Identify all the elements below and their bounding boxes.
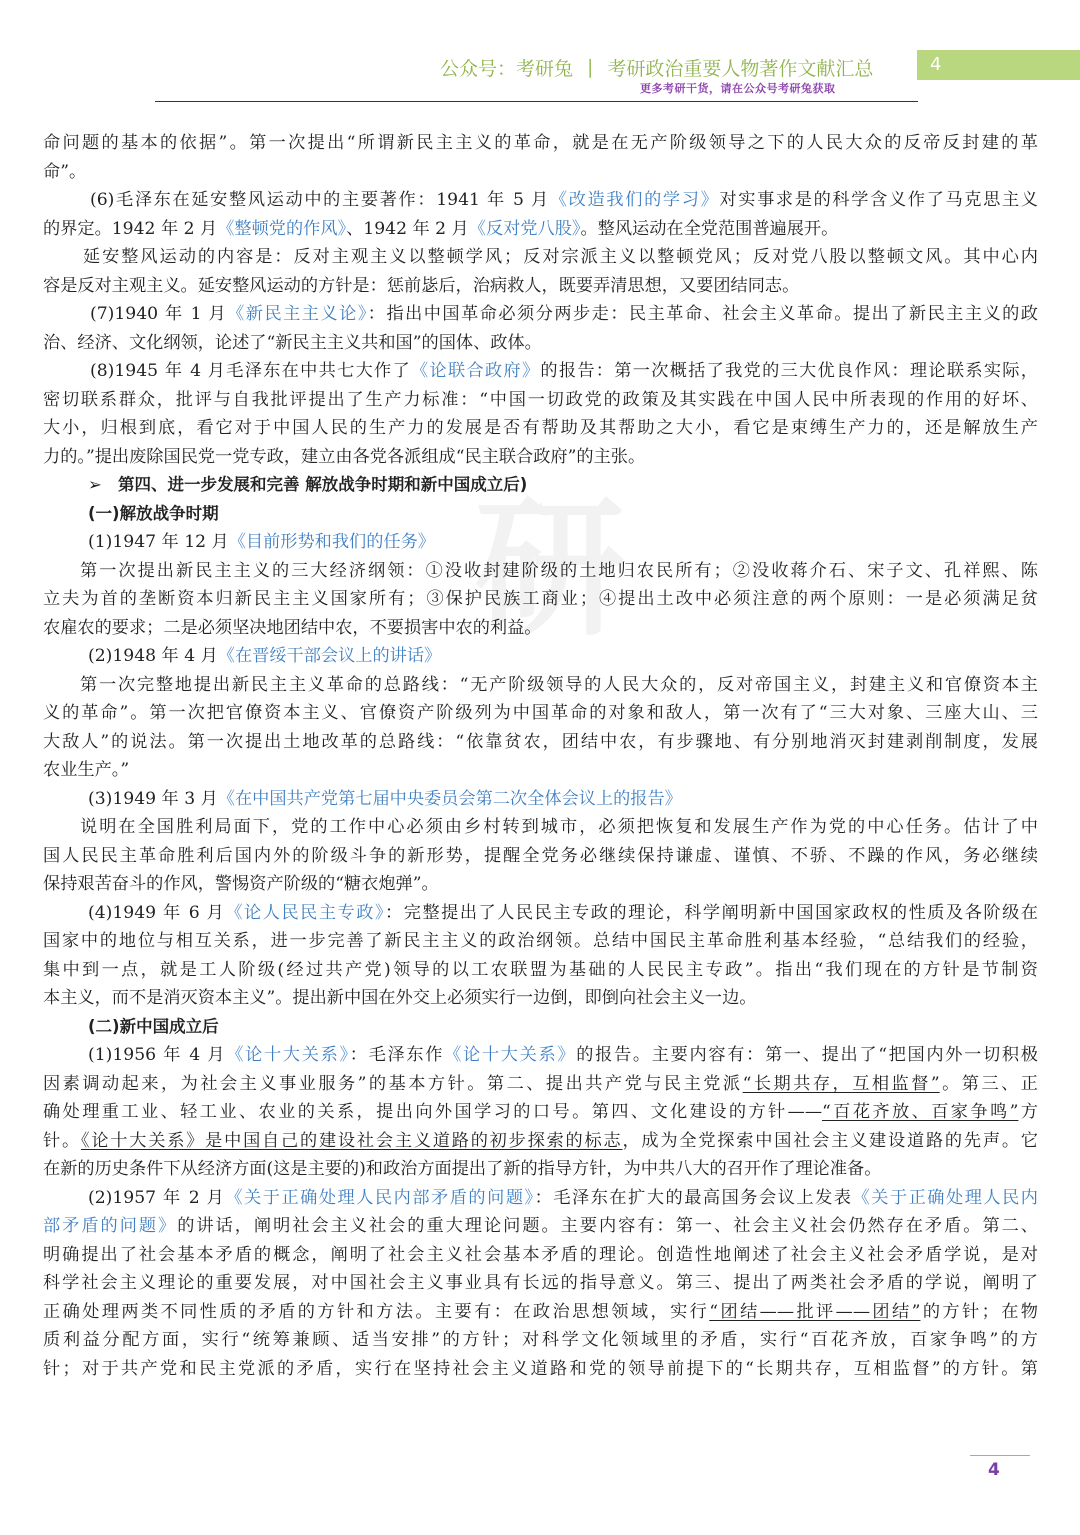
text-line: 农雇农的要求；二是必须坚决地团结中农，不要损害中农的利益。 <box>43 617 542 638</box>
text-line: 义的革命”。第一次把官僚资本主义、官僚资产阶级列为中国革命的对象和敌人，第一次有了“三大对象、三座大山、三 <box>43 703 1038 723</box>
text-line: 第一次完整地提出新民主主义革命的总路线：“无产阶级领导的人民大众的，反对帝国主义，封建主义和官僚资本主 <box>80 674 1038 695</box>
text-line: 集中到一点，就是工人阶级(经过共产党)领导的以工农联盟为基础的人民民主专政”。指出“我们现在的方针是节制资 <box>43 959 1038 980</box>
text-line: 正确处理两类不同性质的矛盾的方针和方法。主要有：在政治思想领域，实行“团结——批评——团结”的方针；在物 <box>43 1301 1038 1322</box>
text-line: 农业生产。” <box>43 760 130 780</box>
text-line: (6)毛泽东在延安整风运动中的主要著作：1941 年 5 月《改造我们的学习》对实事求是的科学含义作了马克思主义 <box>90 190 1038 210</box>
text-line: 延安整风运动的内容是：反对主观主义以整顿学风；反对宗派主义以整顿党风；反对党八股以整顿文风。其中心内 <box>83 247 1038 267</box>
watermark: 研 <box>475 483 626 657</box>
work-title-link: 《在晋绥干部会议上的讲话》 <box>217 646 442 666</box>
text-line: 的界定。1942 年 2 月《整顿党的作风》、1942 年 2 月《反对党八股》。整风运动在全党范围普遍展开。 <box>43 218 839 239</box>
header-divider <box>155 101 918 102</box>
work-title-link: 《论联合政府》 <box>411 361 541 381</box>
work-title-link: 《在中国共产党第七届中央委员会第二次全体会议上的报告》 <box>217 788 682 809</box>
text-line: 明确提出了社会基本矛盾的概念，阐明了社会主义社会基本矛盾的理论。创造性地阐述了社会主义社会矛盾学说，是对 <box>43 1244 1038 1265</box>
document-title: 考研政治重要人物著作文献汇总 <box>607 57 874 80</box>
account-name: 公众号：考研兔 <box>440 57 574 80</box>
header-page-box: 4 <box>917 50 1080 80</box>
work-title-link: 《改造我们的学习》 <box>549 190 720 210</box>
arrow-bullet-icon: ➢ <box>88 475 102 494</box>
text-line: 保持艰苦奋斗的作风，警惕资产阶级的“糖衣炮弹”。 <box>43 874 439 894</box>
section-heading: ➢ 第四、进一步发展和完善 解放战争时期和新中国成立后) <box>43 471 1038 500</box>
text-line: 质利益分配方面，实行“统筹兼顾、适当安排”的方针；对科学文化领域里的矛盾，实行“百花齐放，百家争鸣”的方 <box>43 1330 1038 1350</box>
text-line: 治、经济、文化纲领，论述了“新民主主义共和国”的国体、政体。 <box>43 332 542 353</box>
text-line: (1)1947 年 12 月《目前形势和我们的任务》 <box>88 532 435 552</box>
text-line: 立夫为首的垄断资本归新民主主义国家所有；③保护民族工商业；④提出土改中必须注意的两个原则：一是必须满足贫 <box>43 589 1038 609</box>
text-line: 因素调动起来，为社会主义事业服务”的基本方针。第二、提出共产党与民主党派“长期共存，互相监督”。第三、正 <box>43 1073 1038 1094</box>
work-title-link: 《论十大关系》 <box>226 1045 350 1065</box>
text-line: 说明在全国胜利局面下，党的工作中心必须由乡村转到城市，必须把恢复和发展生产作为党的中心任务。估计了中 <box>80 817 1038 837</box>
text-line: 第一次提出新民主主义的三大经济纲领：①没收封建阶级的土地归农民所有；②没收蒋介石、宋子文、孔祥熙、陈 <box>80 560 1038 581</box>
text-line: 容是反对主观主义。延安整风运动的方针是：惩前毖后，治病救人，既要弄清思想，又要团结同志。 <box>43 275 800 296</box>
text-line: (1)1956 年 4 月《论十大关系》：毛泽东作《论十大关系》的报告。主要内容有：第一、提出了“把国内外一切积极 <box>88 1045 1038 1065</box>
work-title-link: 《整顿党的作风》 <box>217 218 347 239</box>
text-line: 命问题的基本的依据”。第一次提出“所谓新民主主义的革命，就是在无产阶级领导之下的人民大众的反帝反封建的革 <box>43 133 1038 153</box>
work-title-link: 《论人民民主专政》 <box>225 902 386 923</box>
underlined-phrase: “团结——批评——团结” <box>709 1301 921 1322</box>
text-line: 国人民民主革命胜利后国内外的阶级斗争的新形势，提醒全党务必继续保持谦虚、谨慎、不骄、不躁的作风，务必继续 <box>43 845 1038 866</box>
text-line: 在新的历史条件下从经济方面(这是主要的)和政治方面提出了新的指导方针，为中共八大的召开作了理论准备。 <box>43 1159 882 1179</box>
work-title-link: 《关于正确处理人民内 <box>852 1187 1038 1208</box>
text-line: 大敌人”的说法。第一次提出土地改革的总路线：“依靠贫农，团结中农，有步骤地、有分别地消灭封建剥削制度，发展 <box>43 731 1038 752</box>
work-title-link: 《新民主主义论》 <box>227 304 368 324</box>
work-title-link: 《反对党八股》 <box>468 218 581 239</box>
text-line: (4)1949 年 6 月《论人民民主专政》：完整提出了人民民主专政的理论，科学阐明新中国国家政权的性质及各阶级在 <box>88 902 1038 923</box>
underlined-phrase: 《论十大关系》是中国自己的建设社会主义道路的初步探索的标志 <box>80 1130 623 1151</box>
header-brand <box>440 52 900 82</box>
text-line: 确处理重工业、轻工业、农业的关系，提出向外国学习的口号。第四、文化建设的方针——“百花齐放、百家争鸣”方 <box>43 1102 1038 1122</box>
text-line: 力的。”提出废除国民党一党专政，建立由各党各派组成“民主联合政府”的主张。 <box>43 446 646 467</box>
footer-divider <box>970 1455 1030 1456</box>
work-title-link: 《关于正确处理人民内部矛盾的问题》 <box>225 1187 535 1208</box>
work-title-link: 部矛盾的问题》 <box>43 1216 178 1236</box>
text-line: 大小，归根到底，看它对于中国人民的生产力的发展是否有帮助及其帮助之大小，看它是束缚生产力的，还是解放生产 <box>43 418 1038 438</box>
page-number: 4 <box>988 1460 1000 1480</box>
text-line: (3)1949 年 3 月《在中国共产党第七届中央委员会第二次全体会议上的报告》 <box>88 788 682 809</box>
text-line: (7)1940 年 1 月《新民主主义论》：指出中国革命必须分两步走：民主革命、社会主义革命。提出了新民主主义的政 <box>90 304 1038 324</box>
text-line: 密切联系群众，批评与自我批评提出了生产力标准：“中国一切政党的政策及其实践在中国人民中所表现的作用的好坏、 <box>43 389 1038 410</box>
text-line: 针。《论十大关系》是中国自己的建设社会主义道路的初步探索的标志，成为全党探索中国社会主义建设道路的先声。它 <box>43 1130 1038 1151</box>
text-line: 国家中的地位与相互关系，进一步完善了新民主主义的政治纲领。总结中国民主革命胜利基本经验，“总结我们的经验， <box>43 931 1038 951</box>
text-line: (2)1957 年 2 月《关于正确处理人民内部矛盾的问题》：毛泽东在扩大的最高国务会议上发表《关于正确处理人民内 <box>88 1187 1038 1208</box>
text-line: (8)1945 年 4 月毛泽东在中共七大作了《论联合政府》的报告：第一次概括了我党的三大优良作风：理论联系实际， <box>90 361 1038 381</box>
text-line: 本主义，而不是消灭资本主义”。提出新中国在外交上必须实行一边倒，即倒向社会主义一边。 <box>43 988 757 1008</box>
subsection-heading: (二)新中国成立后 <box>88 1016 219 1036</box>
header-subtitle: 更多考研干货，请在公众号考研兔获取 <box>640 82 836 95</box>
text-line: 命”。 <box>43 161 87 182</box>
subsection-heading: (一)解放战争时期 <box>88 503 219 523</box>
work-title-link: 《论十大关系》 <box>444 1045 577 1065</box>
text-line: 针；对于共产党和民主党派的矛盾，实行在坚持社会主义道路和党的领导前提下的“长期共存，互相监督”的方针。第 <box>43 1358 1038 1379</box>
text-line: (2)1948 年 4 月《在晋绥干部会议上的讲话》 <box>88 646 442 666</box>
document-body <box>43 129 1038 1383</box>
underlined-phrase: “长期共存，互相监督” <box>742 1073 940 1094</box>
text-line: 科学社会主义理论的重要发展，对中国社会主义事业具有长远的指导意义。第三、提出了两类社会矛盾的学说，阐明了 <box>43 1273 1038 1293</box>
header-separator: | <box>587 56 594 78</box>
text-line: 部矛盾的问题》的讲话，阐明社会主义社会的重大理论问题。主要内容有：第一、社会主义社会仍然存在矛盾。第二、 <box>43 1216 1038 1236</box>
underlined-phrase: “百花齐放、百家争鸣” <box>822 1102 1019 1122</box>
work-title-link: 《目前形势和我们的任务》 <box>228 532 435 552</box>
